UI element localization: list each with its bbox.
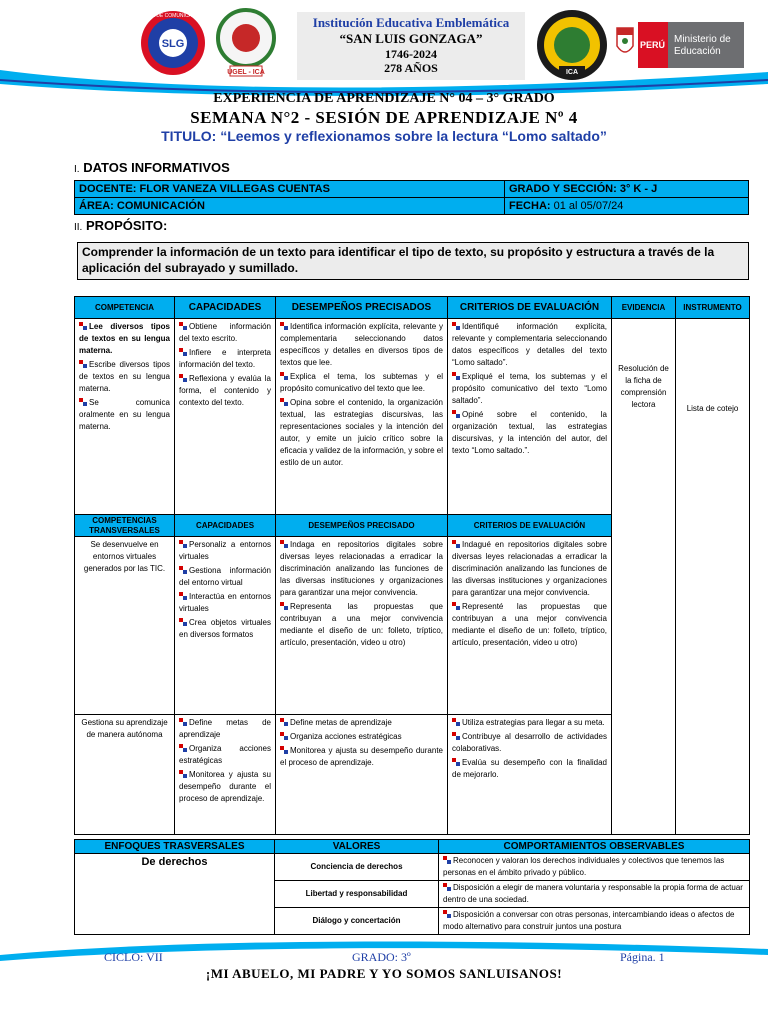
docente-cell: DOCENTE: FLOR VANEZA VILLEGAS CUENTAS [75,181,505,198]
valor-cell: Diálogo y concertación [275,908,439,935]
list-item: Gestiona información del entorno virtual [179,566,271,587]
session-title: SEMANA N°2 - SESIÓN DE APRENDIZAJE Nº 4 [190,108,578,127]
list-item: Evalúa su desempeño con la finalidad de mejorarlo. [452,758,607,779]
competencias-header-row [75,297,750,319]
bullet-icon [179,718,187,726]
col-desempenos: DESEMPEÑOS PRECISADOS [276,297,448,319]
footer-slogan: ¡MI ABUELO, MI PADRE Y YO SOMOS SANLUISANOS! [205,966,563,981]
list-item: Identifiqué información explícita, relevante y complementaria seleccionando datos específicos y detalles del texto “Lomo saltado”. [452,322,607,367]
list-item: Organiza acciones estratégicas [280,731,443,743]
bullet-icon [452,732,460,740]
svg-text:SLG: SLG [161,38,185,50]
capacidades-cell [175,319,276,515]
col-enfoques: ENFOQUES TRASVERSALES [75,840,275,854]
footer-ciclo: CICLO: VII [104,950,163,964]
proposito-text: Comprender la información de un texto para identificar el tipo de texto, su propósito y estructura a través de la aplicación del subrayado y sumillado. [77,242,749,280]
bullet-icon [79,322,87,330]
bullet-icon [452,372,460,380]
criterios-cell [448,319,612,515]
col-criterios: CRITERIOS DE EVALUACIÓN [448,297,612,319]
bullet-icon [280,398,288,406]
list-item: Se comunica oralmente en su lengua materna. [79,398,170,431]
bullet-icon [179,348,187,356]
grado-cell: GRADO Y SECCIÓN: 3° K - J [505,181,749,198]
valor-cell: Libertad y responsabilidad [275,881,439,908]
bullet-icon [179,374,187,382]
list-item: Organiza acciones estratégicas [179,744,271,765]
col-evidencia: EVIDENCIA [612,297,676,319]
bullet-icon [179,540,187,548]
col-valores: VALORES [275,840,439,854]
list-item: Crea objetos virtuales en diversos formatos [179,618,271,639]
experience-title: EXPERIENCIA DE APRENDIZAJE N° 04 – 3° GRADO [213,91,555,106]
svg-text:ICA: ICA [565,69,579,76]
competencias-table [74,296,750,835]
bullet-icon [179,618,187,626]
autonomo-capacidades-cell [175,715,276,835]
bullet-icon [280,322,288,330]
bullet-icon [443,856,451,864]
peru-word: PERÚ [640,40,666,50]
col-comportamientos: COMPORTAMIENTOS OBSERVABLES [439,840,750,854]
list-item: Escribe diversos tipos de textos en su lengua materna. [79,360,170,393]
list-item: Explica el tema, los subtemas y el propósito comunicativo del texto que lee. [280,372,443,393]
bullet-icon [179,322,187,330]
list-item: Opiné sobre el contenido, la organización textual, las estrategias discursivas, y la intención del autor, del texto “Lomo saltado.”. [452,410,607,455]
autonomo-criterios-cell [448,715,612,835]
col-instrumento: INSTRUMENTO [676,297,750,319]
bullet-icon [179,592,187,600]
list-item: Identifica información explícita, relevante y complementaria seleccionando datos específicos y detalles en diversos tipos de textos que lee. [280,322,443,367]
bullet-icon [280,540,288,548]
col-capacidades-2: CAPACIDADES [175,515,276,537]
peru-shield-icon [614,24,636,64]
list-item: Utiliza estrategias para llegar a su meta. [452,717,607,729]
institution-years: 1746-2024 [385,47,437,61]
tic-competencia-cell: Se desenvuelve en entornos virtuales generados por las TIC. [75,537,175,715]
bullet-icon [179,770,187,778]
bullet-icon [179,744,187,752]
bullet-icon [443,910,451,918]
list-item: Representé las propuestas que contribuyan a una mejor convivencia mediante el diseño de un: folleto, tríptico, artículo, presentación, video u otro) [452,602,607,647]
list-item: Opina sobre el contenido, la organización textual, las estrategias discursivas, las representaciones sociales y la intención del autor, y emite un juicio crítico sobre la eficacia y validez de la información, y sobre el estilo de un autor. [280,398,443,467]
institution-name: “SAN LUIS GONZAGA” [339,31,483,46]
datos-heading: I. DATOS INFORMATIVOS [74,160,230,175]
list-item: Infiere e interpreta información del texto. [179,348,271,369]
list-item: Representa las propuestas que contribuyan a una mejor convivencia mediante el diseño de un: folleto, tríptico, artículo, presentación, video u otro) [280,602,443,647]
comportamiento-cell: Disposición a conversar con otras personas, intercambiando ideas o afectos de modo alternativo para construir juntos una postura [439,908,750,935]
comportamiento-cell: Disposición a elegir de manera voluntaria y responsable la propia forma de actuar dentro de una sociedad. [439,881,750,908]
list-item: Indagué en repositorios digitales sobre diversas leyes relacionadas a erradicar la discriminación analizando las funciones de las diversas instituciones y organizaciones para garantizar una mejor convivencia. [452,540,607,597]
area-comunicacion-logo [140,8,206,78]
col-competencias-transversales: COMPETENCIAS TRANSVERSALES [75,515,175,537]
lesson-title: TITULO: “Leemos y reflexionamos sobre la lectura “Lomo saltado” [161,128,607,144]
enfoque-cell: De derechos [75,854,275,935]
list-item: Personaliz a entornos virtuales [179,540,271,561]
autonomo-competencia-cell: Gestiona su aprendizaje de manera autónoma [75,715,175,835]
list-item: Lee diversos tipos de textos en su lengua materna. [79,322,170,355]
institution-type: Institución Educativa Emblemática [312,15,510,30]
svg-text:ÁREA DE COMUNICACIÓN: ÁREA DE COMUNICACIÓN [141,13,205,19]
datos-informativos-table [74,180,749,215]
list-item: Monitorea y ajusta su desempeño durante el proceso de aprendizaje. [179,770,271,803]
col-capacidades: CAPACIDADES [175,297,276,319]
desempenos-cell [276,319,448,515]
bullet-icon [452,322,460,330]
col-desempenos-2: DESEMPEÑOS PRECISADO [276,515,448,537]
ugel-ica-logo [212,8,280,78]
ica-emblem-logo [535,8,610,83]
bullet-icon [179,566,187,574]
bullet-icon [79,360,87,368]
tic-desempenos-cell [276,537,448,715]
footer-grado: GRADO: 3º [352,950,411,964]
area-cell: ÁREA: COMUNICACIÓN [75,198,505,215]
bullet-icon [452,602,460,610]
bullet-icon [280,746,288,754]
bullet-icon [452,758,460,766]
bullet-icon [452,540,460,548]
enfoques-table [74,839,750,935]
proposito-heading: II. PROPÓSITO: [74,218,168,233]
institution-age: 278 AÑOS [384,61,438,75]
list-item: Contribuye al desarrollo de actividades colaborativas. [452,732,607,753]
valor-cell: Conciencia de derechos [275,854,439,881]
peru-red-block [638,22,668,68]
list-item: Define metas de aprendizaje [280,717,443,729]
list-item: Reflexiona y evalúa la forma, el contenido y contexto del texto. [179,374,271,407]
bullet-icon [280,718,288,726]
institution-header [297,12,525,80]
footer-pagina: Página. 1 [620,950,665,964]
svg-text:UGEL - ICA: UGEL - ICA [227,69,265,76]
bullet-icon [452,718,460,726]
bullet-icon [443,883,451,891]
autonomo-desempenos-cell [276,715,448,835]
bullet-icon [280,732,288,740]
bullet-icon [79,398,87,406]
list-item: Obtiene información del texto escrito. [179,322,271,343]
list-item: Interactúa en entornos virtuales [179,592,271,613]
list-item: Monitorea y ajusta su desempeño durante el proceso de aprendizaje. [280,746,443,767]
tic-criterios-cell [448,537,612,715]
ministerio-label: Ministerio de Educación [668,22,744,68]
comportamiento-cell: Reconocen y valoran los derechos individuales y colectivos que tenemos las personas en el ámbito privado y público. [439,854,750,881]
evidencia-cell: Resolución de la ficha de comprensión lectora [612,319,676,835]
list-item: Indaga en repositorios digitales sobre diversas leyes relacionadas a erradicar la discriminación analizando las funciones de las diversas instituciones y organizaciones para garantizar una mejor convivencia. [280,540,443,597]
bullet-icon [280,602,288,610]
tic-capacidades-cell [175,537,276,715]
list-item: Expliqué el tema, los subtemas y el propósito comunicativo del texto “Lomo saltado”. [452,372,607,405]
fecha-cell: FECHA: 01 al 05/07/24 [505,198,749,215]
col-competencia: COMPETENCIA [75,297,175,319]
bullet-icon [452,410,460,418]
enfoques-header-row [75,840,750,854]
bullet-icon [280,372,288,380]
competencias-cell [75,319,175,515]
list-item: Define metas de aprendizaje [179,718,271,739]
col-criterios-2: CRITERIOS DE EVALUACIÓN [448,515,612,537]
instrumento-cell: Lista de cotejo [676,319,750,835]
minedu-logo [638,22,744,68]
